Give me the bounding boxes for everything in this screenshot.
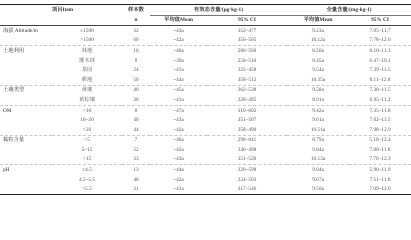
row-group-label bbox=[0, 185, 52, 195]
row-group-label: 土壤类型 bbox=[0, 85, 52, 95]
row-total-mean: 8.91a bbox=[312, 96, 324, 103]
row-sample-count: 50 bbox=[133, 76, 139, 83]
table-row bbox=[0, 125, 411, 135]
row-total-ci: 7.38–11.5 bbox=[349, 85, 411, 95]
row-sample-count: 60 bbox=[133, 37, 139, 44]
table-container bbox=[0, 4, 411, 195]
row-total-mean: 9.23a bbox=[312, 27, 324, 34]
row-condition: 耕地 bbox=[81, 76, 93, 83]
row-available-ci: 325–458 bbox=[237, 67, 257, 74]
row-sample-count: 30 bbox=[133, 96, 139, 103]
row-total-mean: 9.04a bbox=[287, 165, 349, 175]
row-group-label bbox=[0, 95, 52, 105]
row-condition: <10 bbox=[52, 105, 122, 115]
row-total-ci: 7.78–12.6 bbox=[369, 37, 391, 44]
table-row bbox=[0, 105, 411, 115]
row-available-ci: 310–602 bbox=[207, 105, 287, 115]
table-row bbox=[0, 135, 411, 145]
row-total-ci: 6.10–11.3 bbox=[349, 46, 411, 56]
row-available-ci: 358–490 bbox=[237, 126, 257, 133]
row-condition: 10~20 bbox=[80, 117, 94, 124]
row-condition: >5.5 bbox=[52, 185, 122, 195]
table-row bbox=[0, 56, 411, 66]
row-group-label bbox=[0, 75, 52, 85]
row-available-ci: 362–538 bbox=[207, 85, 287, 95]
header-ci-total: 95% CI bbox=[349, 16, 411, 26]
row-total-ci: 7.09–12.0 bbox=[349, 185, 411, 195]
row-total-ci: 6.95–11.2 bbox=[369, 96, 391, 103]
row-condition: >15 bbox=[82, 156, 92, 163]
row-available-ci: 352–477 bbox=[237, 27, 257, 34]
row-total-mean: 10.13a bbox=[310, 156, 326, 163]
row-total-ci: 8.11–12.8 bbox=[369, 76, 391, 83]
table-row bbox=[0, 95, 411, 105]
row-available-mean: ~43a bbox=[173, 27, 184, 34]
row-total-mean: 9.84a bbox=[312, 146, 324, 153]
row-condition: ≤1500 bbox=[80, 27, 94, 34]
row-available-mean: ~43a bbox=[173, 117, 184, 124]
row-total-ci: 7.05–11.7 bbox=[369, 27, 391, 34]
row-available-mean: ~39a bbox=[173, 57, 184, 64]
row-available-mean: ~43a bbox=[173, 156, 184, 163]
row-total-mean: 10.51a bbox=[310, 126, 326, 133]
table-row bbox=[0, 155, 411, 165]
row-available-mean: ~40a bbox=[150, 46, 207, 56]
row-total-mean: 9.61a bbox=[312, 117, 324, 124]
data-table bbox=[0, 4, 411, 195]
table-row bbox=[0, 65, 411, 75]
header-mean-total: 平均值Mean bbox=[287, 16, 349, 26]
row-sample-count: 31 bbox=[122, 185, 150, 195]
row-condition: 5~15 bbox=[81, 146, 93, 153]
row-available-ci: 340–498 bbox=[237, 146, 257, 153]
row-total-mean: 9.42a bbox=[287, 105, 349, 115]
row-sample-count: 7 bbox=[122, 135, 150, 145]
row-total-ci: 7.08–11.8 bbox=[369, 146, 391, 153]
row-total-ci: 7.70–12.3 bbox=[369, 156, 391, 163]
row-sample-count: 8 bbox=[122, 105, 150, 115]
header-row-2 bbox=[0, 16, 411, 26]
table-row bbox=[0, 85, 411, 95]
row-sample-count: 52 bbox=[133, 146, 139, 153]
row-sample-count: 33 bbox=[133, 156, 139, 163]
header-available-content: 有效态含量/(μg·kg-1) bbox=[150, 5, 287, 16]
row-available-mean: ~42a bbox=[173, 126, 184, 133]
row-group-label bbox=[0, 155, 52, 165]
row-available-ci: 280–560 bbox=[207, 46, 287, 56]
table-row bbox=[0, 165, 411, 175]
row-total-ci: 5.90–11.9 bbox=[349, 165, 411, 175]
header-total-content: 全量含量/(mg·kg-1) bbox=[287, 5, 411, 16]
row-available-ci: 334–503 bbox=[237, 176, 257, 183]
header-item: 项目Item bbox=[0, 5, 122, 16]
row-sample-count: 24 bbox=[133, 67, 139, 74]
row-sample-count: 13 bbox=[122, 165, 150, 175]
row-group-label: OM bbox=[0, 105, 52, 115]
row-condition: 灌木林 bbox=[79, 57, 95, 64]
row-available-ci: 320–598 bbox=[207, 165, 287, 175]
row-condition: >20 bbox=[82, 126, 92, 133]
row-total-mean: 8.50a bbox=[287, 46, 349, 56]
row-group-label bbox=[0, 125, 52, 135]
row-total-ci: 7.02–11.5 bbox=[369, 117, 391, 124]
header-sample-count: 样本数 bbox=[122, 5, 150, 16]
row-available-mean: ~42a bbox=[173, 176, 184, 183]
row-group-label: pH bbox=[0, 165, 52, 175]
table-body bbox=[0, 26, 411, 195]
header-mean-available: 平均值Mean bbox=[150, 16, 207, 26]
row-total-mean: 9.67a bbox=[312, 176, 324, 183]
row-available-mean: ~42a bbox=[173, 37, 184, 44]
table-row bbox=[0, 175, 411, 185]
row-available-ci: 356–505 bbox=[237, 37, 257, 44]
row-available-ci: 351–520 bbox=[237, 156, 257, 163]
row-available-mean: ~41a bbox=[173, 96, 184, 103]
row-total-mean: 8.79a bbox=[287, 135, 349, 145]
row-total-ci: 7.98–12.9 bbox=[369, 126, 391, 133]
row-total-ci: 7.35–11.8 bbox=[349, 105, 411, 115]
row-group-label bbox=[0, 175, 52, 185]
row-condition: 黄棕壤 bbox=[79, 96, 95, 103]
row-sample-count: 48 bbox=[133, 176, 139, 183]
row-condition: 黄壤 bbox=[52, 85, 122, 95]
header-blank bbox=[0, 16, 122, 26]
row-available-ci: 328–495 bbox=[237, 96, 257, 103]
row-group-label bbox=[0, 65, 52, 75]
row-available-mean: ~42a bbox=[173, 146, 184, 153]
row-group-label: 海拔 Altitude/m bbox=[3, 27, 38, 34]
row-group-label: 土地利用 bbox=[0, 46, 52, 56]
table-row bbox=[0, 46, 411, 56]
row-sample-count: 32 bbox=[133, 27, 139, 34]
row-total-mean: 10.12a bbox=[310, 37, 326, 44]
row-group-label bbox=[0, 145, 52, 155]
row-sample-count: 40 bbox=[133, 117, 139, 124]
row-total-ci: 6.47–10.1 bbox=[369, 57, 391, 64]
row-available-ci: 358–512 bbox=[237, 76, 257, 83]
row-total-mean: 9.50a bbox=[287, 185, 349, 195]
row-available-ci: 290–641 bbox=[207, 135, 287, 145]
row-total-ci: 7.39–11.5 bbox=[369, 67, 391, 74]
row-total-ci: 5.18–12.4 bbox=[349, 135, 411, 145]
row-total-ci: 7.51–11.8 bbox=[369, 176, 391, 183]
row-condition: 茶园 bbox=[81, 67, 93, 74]
row-sample-count: 10 bbox=[122, 46, 150, 56]
row-available-ci: 351–507 bbox=[237, 117, 257, 124]
row-sample-count: 40 bbox=[122, 85, 150, 95]
row-condition: 林地 bbox=[52, 46, 122, 56]
row-available-mean: ~41a bbox=[173, 67, 184, 74]
row-condition: >1500 bbox=[80, 37, 94, 44]
row-available-mean: ~41a bbox=[150, 185, 207, 195]
row-group-label bbox=[0, 115, 52, 125]
row-group-label bbox=[0, 36, 52, 46]
row-total-mean: 9.58a bbox=[287, 85, 349, 95]
header-ci-available: 95% CI bbox=[207, 16, 287, 26]
row-available-ci: 258–510 bbox=[237, 57, 257, 64]
table-row bbox=[0, 115, 411, 125]
table-row bbox=[0, 75, 411, 85]
row-condition: ≤4.5 bbox=[52, 165, 122, 175]
row-available-mean: ~47a bbox=[150, 105, 207, 115]
row-available-mean: ~44a bbox=[150, 165, 207, 175]
table-row bbox=[0, 145, 411, 155]
row-group-label bbox=[0, 56, 52, 66]
header-sample-n: n bbox=[122, 16, 150, 26]
row-available-ci: 317–546 bbox=[207, 185, 287, 195]
header-row-1 bbox=[0, 5, 411, 16]
row-sample-count: 8 bbox=[134, 57, 138, 64]
row-group-label: 黏粒含量 bbox=[0, 135, 52, 145]
row-condition: 4.5~5.5 bbox=[78, 176, 96, 183]
row-total-mean: 10.35a bbox=[310, 76, 326, 83]
row-condition: <5 bbox=[52, 135, 122, 145]
row-sample-count: 44 bbox=[133, 126, 139, 133]
row-available-mean: ~44a bbox=[173, 76, 184, 83]
table-row bbox=[0, 36, 411, 46]
row-available-mean: ~45a bbox=[150, 85, 207, 95]
row-total-mean: 9.54a bbox=[312, 67, 324, 74]
table-row bbox=[0, 26, 411, 36]
table-row bbox=[0, 185, 411, 195]
row-available-mean: ~46a bbox=[150, 135, 207, 145]
row-total-mean: 8.45a bbox=[312, 57, 324, 64]
